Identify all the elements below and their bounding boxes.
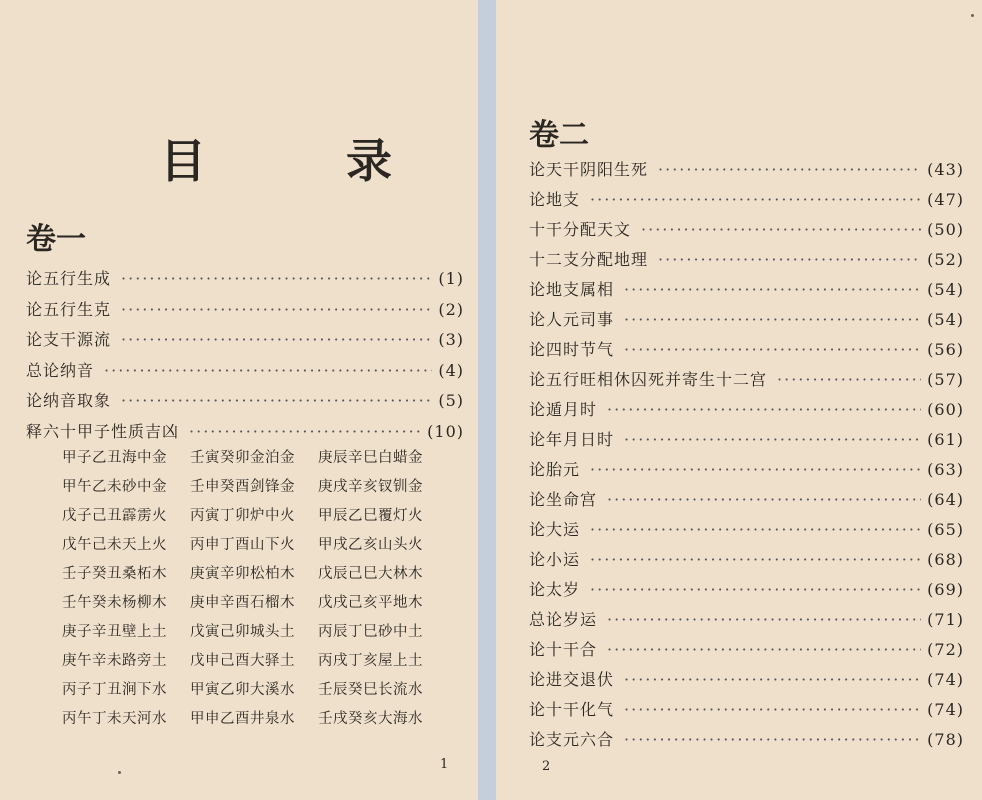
toc-entry [529,727,964,750]
jiazi-cell: 丙子丁丑涧下水 [62,682,167,698]
jiazi-row [62,707,446,736]
toc-entry-page: (54) [927,280,964,299]
toc-entry-page: (74) [927,670,964,689]
toc-entry-title: 论进交退伏 [529,670,615,689]
page-gutter [478,0,496,800]
toc-leader-dots [590,190,921,209]
toc-entry-page: (2) [438,299,464,319]
toc-entry [529,367,964,390]
toc-entry [529,427,964,450]
toc-entry-title: 论四时节气 [529,340,615,359]
toc-entry-title: 论五行生成 [26,269,112,288]
toc-entry [26,297,464,320]
toc-leader-dots [624,430,921,449]
jiazi-row [62,533,446,562]
toc-leader-dots [121,300,432,319]
toc-entry-page: (52) [927,250,964,269]
toc-entry-title: 论地支 [529,190,581,209]
toc-entry [529,307,964,330]
jiazi-cell: 甲戌乙亥山头火 [318,537,423,553]
toc-entry-page: (57) [927,370,964,389]
toc-leader-dots [607,610,921,629]
toc-entry [529,337,964,360]
jiazi-cell: 庚子辛丑壁上土 [62,624,167,640]
toc-entry [26,388,464,411]
toc-leader-dots [607,490,921,509]
toc-entry-page: (47) [927,190,964,209]
toc-leader-dots [624,670,921,689]
jiazi-cell: 壬申癸酉剑锋金 [190,479,295,495]
page-number: 2 [542,759,551,774]
toc-entry [26,266,464,289]
toc-leader-dots [658,160,921,179]
toc-leader-dots [590,460,921,479]
toc-entry [529,397,964,420]
toc-entry-page: (68) [927,550,964,569]
toc-entry-page: (54) [927,310,964,329]
jiazi-row [62,649,446,678]
toc-leader-dots [189,422,421,441]
jiazi-cell: 丙申丁酉山下火 [190,537,295,553]
jiazi-cell: 甲午乙未砂中金 [62,479,167,495]
toc-entry [26,327,464,350]
jiazi-row [62,591,446,620]
toc-entry [529,637,964,660]
jiazi-cell: 壬午癸未杨柳木 [62,595,167,611]
toc-leader-dots [641,220,921,239]
toc-leader-dots [777,370,921,389]
jiazi-row [62,475,446,504]
toc-entry [529,247,964,270]
jiazi-cell: 庚午辛未路旁土 [62,653,167,669]
volume-heading: 卷二 [529,118,589,153]
jiazi-cell: 戊寅己卯城头土 [190,624,295,640]
toc-entry-page: (56) [927,340,964,359]
toc-entry-page: (4) [438,360,464,380]
toc-leader-dots [624,730,921,749]
toc-entry [529,457,964,480]
jiazi-cell: 甲申乙酉井泉水 [190,711,295,727]
toc-leader-dots [624,310,921,329]
toc-entry-title: 十二支分配地理 [529,250,649,269]
toc-entry-title: 论支元六合 [529,730,615,749]
jiazi-cell: 丙寅丁卯炉中火 [190,508,295,524]
jiazi-row [62,620,446,649]
toc-entry-page: (60) [927,400,964,419]
volume-heading: 卷一 [26,222,86,257]
toc-entry-page: (10) [427,421,464,441]
page-number: 1 [440,757,449,772]
toc-entry [529,547,964,570]
toc-entry-page: (5) [438,391,464,410]
toc-entry [529,217,964,240]
jiazi-cell: 壬子癸丑桑柘木 [62,566,167,582]
jiazi-row [62,678,446,707]
jiazi-cell: 甲辰乙巳覆灯火 [318,508,423,524]
jiazi-cell: 壬寅癸卯金泊金 [190,450,295,466]
toc-leader-dots [590,520,921,539]
toc-entry-title: 论纳音取象 [26,391,112,410]
paper-speck [118,771,121,774]
toc-entry-page: (69) [927,580,964,599]
jiazi-cell: 戊申己酉大驿土 [190,653,295,669]
toc-entry-page: (74) [927,700,964,719]
toc-entry-title: 论十干合 [529,640,598,659]
toc-entry-page: (78) [927,730,964,749]
toc-leader-dots [607,400,921,419]
jiazi-cell: 戊戌己亥平地木 [318,595,423,611]
right-page [496,0,982,800]
toc-entry [529,577,964,600]
toc-entry [529,277,964,300]
toc-entry-title: 总论岁运 [529,610,598,629]
toc-entry-page: (64) [927,490,964,509]
toc-entry [529,697,964,720]
paper-speck [971,14,974,17]
jiazi-row [62,504,446,533]
toc-entry-title: 论五行旺相休囚死并寄生十二宫 [529,370,768,389]
toc-leader-dots [104,361,432,380]
toc-entry-page: (1) [438,269,464,288]
jiazi-cell: 戊午己未天上火 [62,537,167,553]
jiazi-cell: 甲寅乙卯大溪水 [190,682,295,698]
jiazi-cell: 庚辰辛巳白蜡金 [318,450,423,466]
jiazi-cell: 戊子己丑霹雳火 [62,508,167,524]
jiazi-cell: 甲子乙丑海中金 [62,450,167,466]
toc-leader-dots [607,640,921,659]
toc-entry-title: 释六十甲子性质吉凶 [26,421,180,441]
toc-leader-dots [121,391,432,410]
jiazi-cell: 壬戌癸亥大海水 [318,711,423,727]
toc-entry-title: 论地支属相 [529,280,615,299]
toc-entry [529,517,964,540]
jiazi-cell: 丙辰丁巳砂中土 [318,624,423,640]
jiazi-cell: 丙戌丁亥屋上土 [318,653,423,669]
toc-leader-dots [121,269,432,288]
toc-entry [529,487,964,510]
toc-entry-page: (63) [927,460,964,479]
toc-entry-page: (65) [927,520,964,539]
toc-entry [26,358,464,381]
jiazi-cell: 丙午丁未天河水 [62,711,167,727]
toc-entry [529,187,964,210]
toc-entry-title: 论人元司事 [529,310,615,329]
toc-entry-page: (3) [438,330,464,349]
toc-leader-dots [590,580,921,599]
toc-leader-dots [590,550,921,569]
toc-entry-title: 论天干阴阳生死 [529,160,649,179]
toc-entry-title: 论支干源流 [26,330,112,349]
jiazi-cell: 庚寅辛卯松柏木 [190,566,295,582]
jiazi-cell: 壬辰癸巳长流水 [318,682,423,698]
toc-entry-title: 十干分配天文 [529,220,632,239]
toc-entry-title: 论胎元 [529,460,581,479]
toc-entry-page: (72) [927,640,964,659]
toc-entry-title: 总论纳音 [26,360,95,380]
toc-leader-dots [624,280,921,299]
toc-entry [529,607,964,630]
toc-entry [529,157,964,180]
toc-leader-dots [624,700,921,719]
toc-entry-page: (43) [927,160,964,179]
jiazi-table [62,446,446,736]
toc-entry [529,667,964,690]
jiazi-row [62,562,446,591]
toc-leader-dots [624,340,921,359]
toc-entry [26,419,464,442]
left-page [0,0,478,800]
toc-title: 目 录 [160,134,455,188]
toc-entry-page: (71) [927,610,964,629]
toc-entry-title: 论遁月时 [529,400,598,419]
jiazi-row [62,446,446,475]
toc-entry-title: 论大运 [529,520,581,539]
toc-entry-title: 论五行生克 [26,299,112,319]
toc-entry-title: 论太岁 [529,580,581,599]
toc-entry-title: 论年月日时 [529,430,615,449]
toc-leader-dots [121,330,432,349]
toc-entry-page: (50) [927,220,964,239]
toc-entry-title: 论小运 [529,550,581,569]
jiazi-cell: 庚申辛酉石榴木 [190,595,295,611]
toc-entry-page: (61) [927,430,964,449]
toc-entry-title: 论十干化气 [529,700,615,719]
jiazi-cell: 庚戌辛亥钗钏金 [318,479,423,495]
jiazi-cell: 戊辰己巳大林木 [318,566,423,582]
toc-leader-dots [658,250,921,269]
toc-entry-title: 论坐命宫 [529,490,598,509]
